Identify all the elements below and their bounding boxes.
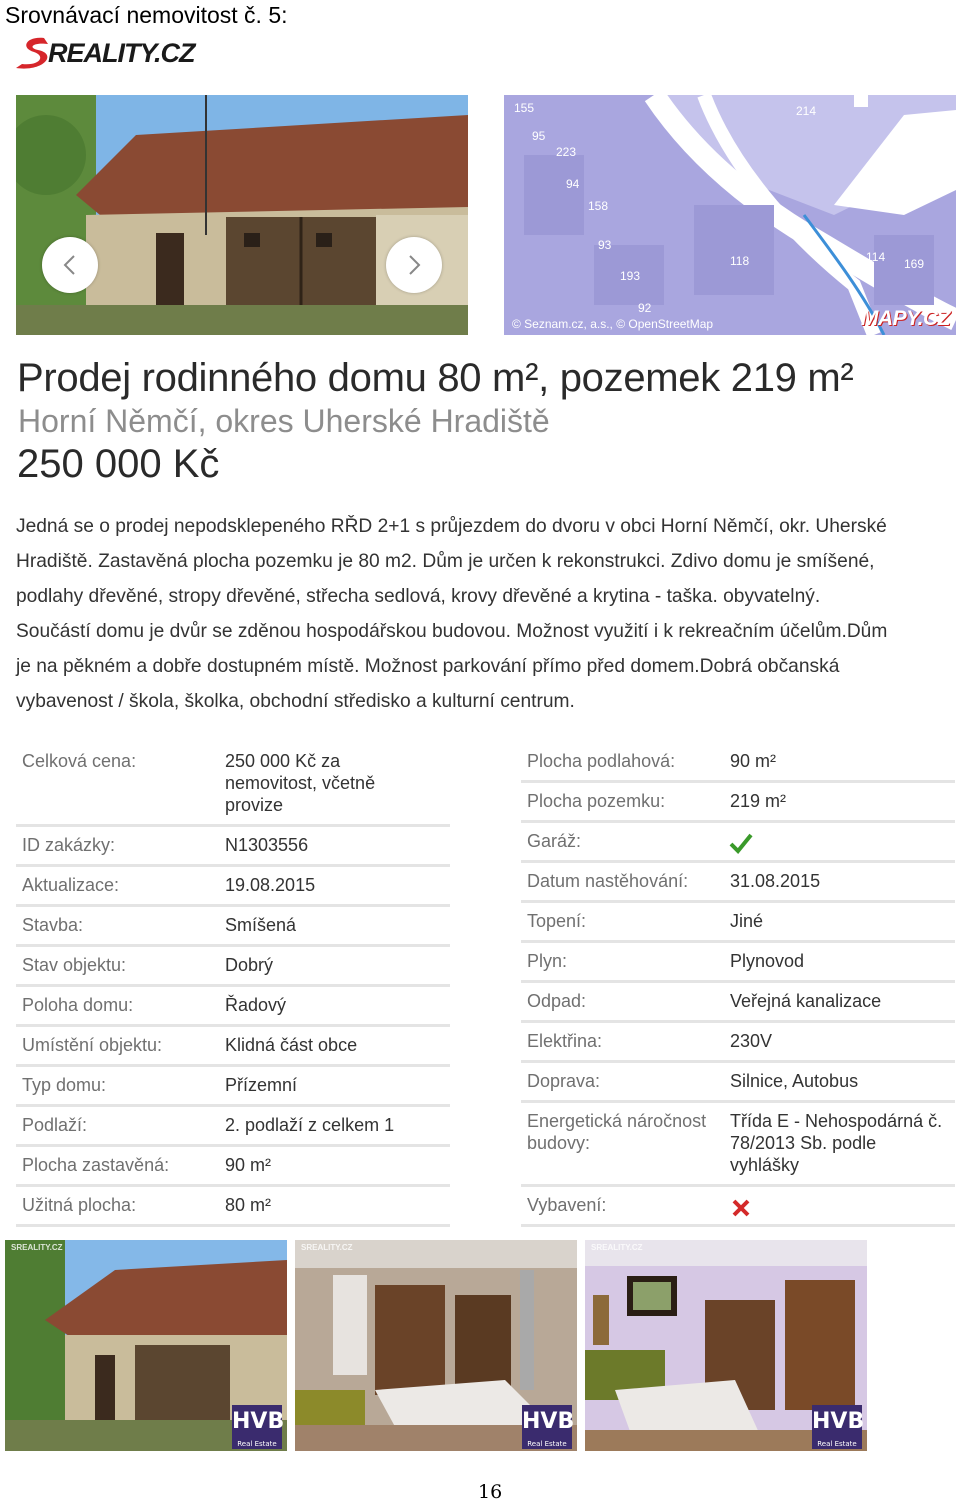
param-row (521, 906, 955, 943)
param-value: 219 m² (730, 791, 787, 811)
param-row (521, 746, 955, 783)
param-label: Energetická náročnost budovy: (527, 1111, 707, 1153)
param-label: Garáž: (527, 831, 582, 851)
param-label: Celková cena: (22, 751, 137, 771)
gallery-watermark: SREALITY.CZ (591, 1243, 643, 1252)
gallery-photo-exterior[interactable] (5, 1240, 287, 1451)
param-label: Umístění objektu: (22, 1035, 163, 1055)
map-house-number: 118 (730, 254, 750, 268)
map-tiles (504, 95, 956, 335)
badge-text: HVB (812, 1409, 865, 1434)
param-value: Klidná část obce (225, 1035, 358, 1055)
next-photo-button[interactable] (386, 237, 442, 293)
param-label: Elektřina: (527, 1031, 603, 1051)
map-house-number: 93 (598, 238, 612, 252)
param-value: 250 000 Kč za nemovitost, včetně provize (225, 751, 376, 815)
param-label: Aktualizace: (22, 875, 120, 895)
sreality-logo (14, 32, 272, 72)
param-value: 31.08.2015 (730, 871, 821, 891)
param-value: 80 m² (225, 1195, 272, 1215)
map-house-number: 92 (638, 301, 652, 315)
description-line: Jedná se o prodej nepodsklepeného RŘD 2+1 s průjezdem do dvoru v obci Horní Němčí, okr. Uherské (16, 516, 887, 537)
listing-title: Prodej rodinného domu 80 m², pozemek 219 m² (17, 356, 854, 400)
param-label: Plyn: (527, 951, 568, 971)
param-row (16, 1070, 450, 1107)
param-label: Plocha zastavěná: (22, 1155, 170, 1175)
param-value: 19.08.2015 (225, 875, 316, 895)
chevron-left-icon (60, 253, 80, 277)
param-label: Stav objektu: (22, 955, 127, 975)
param-value: Přízemní (225, 1075, 298, 1095)
badge-text: HVB (522, 1409, 575, 1434)
param-row (521, 786, 955, 823)
hvb-badge (522, 1405, 575, 1449)
param-label: Typ domu: (22, 1075, 107, 1095)
hvb-badge (232, 1405, 285, 1449)
previous-photo-button[interactable] (42, 237, 98, 293)
map-house-number: 223 (556, 145, 577, 159)
param-value: Třída E - Nehospodárná č. 78/2013 Sb. podle vyhlášky (730, 1111, 943, 1175)
param-row (16, 1150, 450, 1187)
map-house-number: 169 (904, 257, 925, 271)
param-label: Topení: (527, 911, 587, 931)
document-heading: Srovnávací nemovitost č. 5: (5, 2, 288, 28)
map-house-number: 158 (588, 199, 609, 213)
checkmark-icon (729, 832, 753, 854)
param-value: Řadový (225, 995, 287, 1015)
param-value: Dobrý (225, 955, 274, 975)
gallery-photo-living-room[interactable] (585, 1240, 867, 1451)
gallery-watermark: SREALITY.CZ (11, 1243, 63, 1252)
house-photo-illustration (16, 95, 468, 335)
badge-text: HVB (232, 1409, 285, 1434)
param-value: Jiné (730, 911, 764, 931)
param-value: Silnice, Autobus (730, 1071, 859, 1091)
params-table-left (16, 746, 450, 1228)
map-house-number: 155 (514, 101, 535, 115)
param-row (16, 950, 450, 987)
listing-price: 250 000 Kč (17, 442, 220, 486)
param-label: Datum nastěhování: (527, 871, 689, 891)
param-row (521, 1106, 955, 1187)
mapy-cz-logo[interactable]: MAPY.CZ (860, 307, 950, 330)
param-value: Plynovod (730, 951, 805, 971)
description-line: podlahy dřevěné, stropy dřevěné, střecha sedlová, krovy dřevěné a krytina - taška. obyvatelný. (16, 586, 821, 607)
map-house-number: 114 (866, 250, 886, 264)
params-table-right (521, 746, 955, 1228)
badge-subtext: Real Estate (817, 1440, 857, 1448)
param-value: 90 m² (225, 1155, 272, 1175)
param-row (16, 1110, 450, 1147)
param-value: 2. podlaží z celkem 1 (225, 1115, 395, 1135)
gallery-photo-room[interactable] (295, 1240, 577, 1451)
param-value: Veřejná kanalizace (730, 991, 882, 1011)
param-label: Vybavení: (527, 1195, 607, 1215)
description-line: Součástí domu je dvůr se zděnou hospodářskou budovou. Možnost využití i k rekreačním účelům.Dům (16, 621, 888, 642)
param-value: Smíšená (225, 915, 297, 935)
param-row (521, 826, 955, 863)
param-row (521, 986, 955, 1023)
listing-description (16, 509, 960, 719)
description-line: je na pěkném a dobře dostupném místě. Možnost parkování přímo před domem.Dobrá občanská (16, 656, 840, 677)
description-line: vybavenost / škola, školka, obchodní středisko a kulturní centrum. (16, 691, 575, 712)
svg-text:REALITY.CZ: REALITY.CZ (48, 38, 195, 68)
param-row (16, 870, 450, 907)
param-label: Poloha domu: (22, 995, 134, 1015)
listing-location: Horní Němčí, okres Uherské Hradiště (18, 403, 550, 439)
param-row (16, 746, 450, 827)
param-label: ID zakázky: (22, 835, 116, 855)
param-row (521, 946, 955, 983)
param-row (16, 910, 450, 947)
param-label: Doprava: (527, 1071, 601, 1091)
param-row (16, 990, 450, 1027)
param-row (16, 830, 450, 867)
param-row (521, 1026, 955, 1063)
map-house-number: 94 (566, 177, 580, 191)
param-row (521, 1066, 955, 1103)
location-map[interactable] (504, 95, 956, 335)
chevron-right-icon (404, 253, 424, 277)
map-house-number: 95 (532, 129, 546, 143)
gallery-watermark: SREALITY.CZ (301, 1243, 353, 1252)
description-line: Hradiště. Zastavěná plocha pozemku je 80 m2. Dům je určen k rekonstrukci. Zdivo domu je smíšené, (16, 551, 875, 572)
hvb-badge (812, 1405, 865, 1449)
param-value: 230V (730, 1031, 773, 1051)
param-label: Užitná plocha: (22, 1195, 137, 1215)
page-number: 16 (478, 1481, 503, 1503)
param-row (521, 1190, 955, 1227)
param-row (16, 1030, 450, 1067)
param-row (521, 866, 955, 903)
param-label: Plocha pozemku: (527, 791, 666, 811)
cross-icon (731, 1198, 751, 1218)
param-label: Plocha podlahová: (527, 751, 676, 771)
badge-subtext: Real Estate (237, 1440, 277, 1448)
map-attribution[interactable]: © Seznam.cz, a.s., © OpenStreetMap (512, 317, 714, 331)
map-house-number: 193 (620, 269, 641, 283)
main-property-photo[interactable] (16, 95, 468, 335)
param-label: Podlaží: (22, 1115, 88, 1135)
param-label: Stavba: (22, 915, 84, 935)
map-house-number: 214 (796, 104, 817, 118)
param-row (16, 1190, 450, 1227)
param-value: N1303556 (225, 835, 309, 855)
param-label: Odpad: (527, 991, 587, 1011)
badge-subtext: Real Estate (527, 1440, 567, 1448)
param-value: 90 m² (730, 751, 777, 771)
